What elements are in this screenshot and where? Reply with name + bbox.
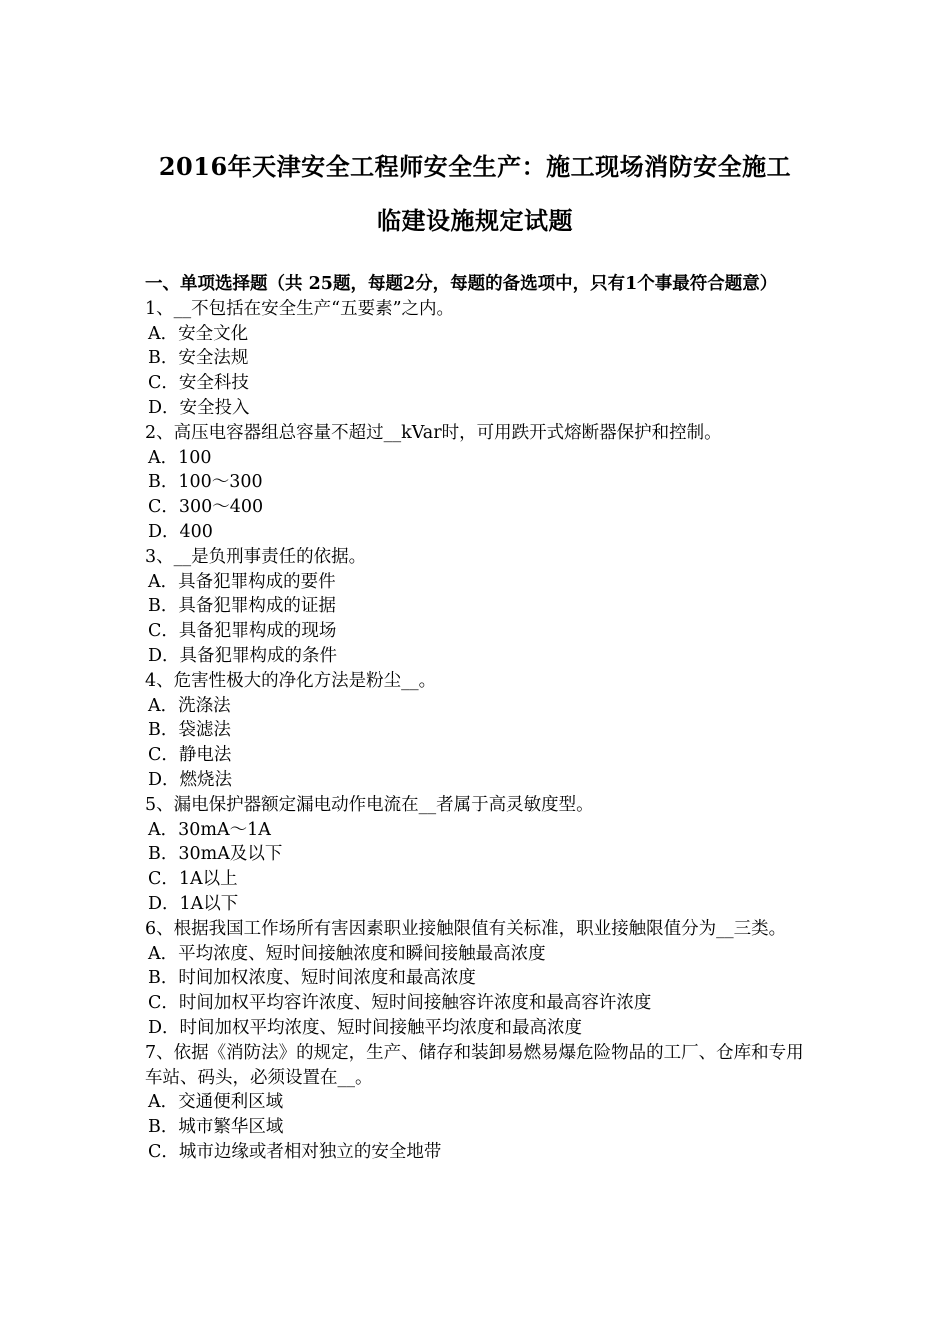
answer-option: A．平均浓度、短时间接触浓度和瞬间接触最高浓度 [148,943,546,964]
option-list [145,446,810,545]
answer-option: A．安全文化 [148,323,249,344]
question-stem: 3、__是负刑事责任的依据。 [145,546,367,567]
document-title-line-1: 2016年天津安全工程师安全生产：施工现场消防安全施工 [158,152,792,181]
answer-option: B．100～300 [148,472,263,493]
question-stem: 5、漏电保护器额定漏电动作电流在__者属于高灵敏度型。 [145,794,594,815]
answer-option: B．安全法规 [148,348,249,369]
section-heading: 一、单项选择题（共 25题，每题2分，每题的备选项中，只有1个事最符合题意） [145,274,778,294]
question-item [145,297,810,421]
question-item [145,669,810,793]
option-list [145,1090,810,1164]
answer-option: A．交通便利区域 [148,1092,284,1113]
question-item [145,917,810,1041]
document-title-line-2: 临建设施规定试题 [377,206,573,235]
answer-option: B．城市繁华区域 [148,1117,284,1138]
answer-option: C．时间加权平均容许浓度、短时间接触容许浓度和最高容许浓度 [148,993,652,1014]
answer-option: C．1A以上 [148,869,238,890]
question-item [145,421,810,545]
answer-option: B．30mA及以下 [148,844,283,865]
answer-option: A．30mA～1A [148,819,271,840]
answer-option: A．具备犯罪构成的要件 [148,571,336,592]
answer-option: B．袋滤法 [148,720,231,741]
answer-option: D．400 [148,521,213,542]
option-list [145,694,810,793]
answer-option: D．燃烧法 [148,769,233,790]
answer-option: D．时间加权平均浓度、短时间接触平均浓度和最高浓度 [148,1017,583,1038]
option-list [145,818,810,917]
question-stem: 6、根据我国工作场所有害因素职业接触限值有关标准，职业接触限值分为__三类。 [145,918,787,939]
answer-option: C．300～400 [148,497,264,518]
question-stem: 1、__不包括在安全生产“五要素”之内。 [145,298,455,319]
question-stem: 7、依据《消防法》的规定，生产、储存和装卸易燃易爆危险物品的工厂、仓库和专用车站、码头，必须设置在__。 [145,1042,804,1088]
answer-option: D．具备犯罪构成的条件 [148,645,338,666]
question-item [145,545,810,669]
answer-option: A．100 [148,447,212,468]
question-stem: 2、高压电容器组总容量不超过__kVar时，可用跌开式熔断器保护和控制。 [145,422,722,443]
answer-option: C．城市边缘或者相对独立的安全地带 [148,1141,442,1162]
question-item [145,1041,810,1165]
answer-option: B．时间加权浓度、短时间浓度和最高浓度 [148,968,476,989]
option-list [145,942,810,1041]
exam-content [145,272,810,1165]
option-list [145,322,810,421]
answer-option: A．洗涤法 [148,695,231,716]
option-list [145,570,810,669]
question-stem: 4、危害性极大的净化方法是粉尘__。 [145,670,437,691]
answer-option: B．具备犯罪构成的证据 [148,596,336,617]
answer-option: C．具备犯罪构成的现场 [148,621,337,642]
question-list [145,297,810,1165]
answer-option: D．1A以下 [148,893,239,914]
answer-option: D．安全投入 [148,397,250,418]
question-item [145,793,810,917]
answer-option: C．静电法 [148,745,232,766]
answer-option: C．安全科技 [148,373,249,394]
